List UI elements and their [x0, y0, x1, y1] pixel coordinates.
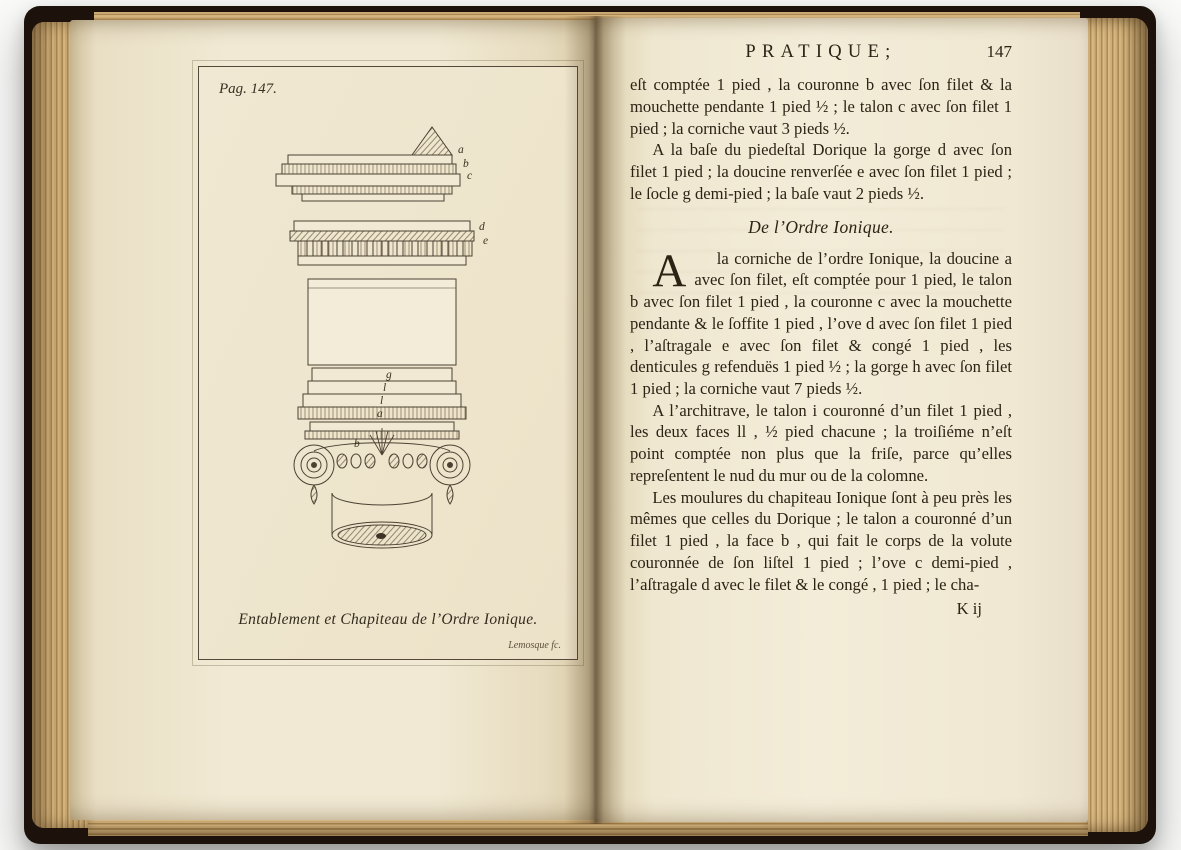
figure-letter: e: [483, 235, 489, 247]
paragraph-architrave: A l’architrave, le talon i couronné d’un filet 1 pied , les deux faces ll , ½ pied chacune ; la troiſiéme n’eſt point comptée non plus que la friſe, parce qu’elles repreſentent le nud du mur ou de la colomne.: [630, 400, 1012, 485]
drop-cap: A: [652, 244, 687, 297]
paragraph-dorique-base: A la baſe du piedeſtal Dorique la gorge d avec ſon filet 1 pied ; la doucine renverſée e avec ſon filet 1 pied ; le ſocle g demi-pied ; la baſe vaut 2 pieds ½.: [630, 140, 1012, 203]
figure-letter: d: [479, 221, 485, 233]
text-column: [630, 40, 1012, 620]
engraving-plate: [198, 66, 578, 660]
running-head: [630, 40, 1012, 64]
section-heading: De l’Ordre Ionique.: [748, 216, 894, 237]
figure-letter: b: [463, 158, 469, 170]
book: [24, 6, 1156, 844]
cornice-top: [276, 127, 460, 201]
figure-letter: l: [383, 382, 387, 394]
page-number: 147: [986, 42, 1013, 61]
paragraph-dorique-corniche: eſt comptée 1 pied , la couronne b avec ſon filet & la mouchette pendante 1 pied ½ ; le talon c avec ſon filet 1 pied ; la corniche vaut 3 pieds ½.: [630, 75, 1012, 138]
right-page: [594, 18, 1088, 822]
engraver-signature: Lemosque fc.: [508, 640, 561, 651]
figure-letter: b: [354, 438, 360, 450]
paragraph-chapiteau: Les moulures du chapiteau Ionique ſont à peu près les mêmes que celles du Dorique ; le talon a couronné d’un filet 1 pied , la face b , qui fait le corps de la volute couronnée de ſon liſtel 1 pied ; l’ove c demi-pied , l’aſtragale d avec le filet & le congé , 1 pied ; le cha-: [630, 487, 1012, 594]
paragraph-text: la corniche de l’ordre Ionique, la doucine a avec ſon filet, eſt comptée pour 1 pied, le talon b avec ſon filet 1 pied , la couronne c avec la mouchette pendante & le ſoffite 1 pied , l’ove d avec ſon filet 1 pied , l’aſtragale e avec ſon filet & congé 1 pied , les denticules g refenduës 1 pied ½ ; la gorge h avec ſon filet 1 pied ; la corniche vaut 7 pieds ½.: [630, 248, 1012, 398]
figure-letter: g: [386, 369, 392, 381]
column-drum: [332, 493, 432, 548]
figure-letter: c: [467, 170, 473, 182]
plate-caption: Entablement et Chapiteau de l’Ordre Ionique.: [238, 611, 538, 628]
ionic-capital: [294, 422, 470, 504]
figure-letter: l: [380, 395, 384, 407]
cornice-dentils: [290, 221, 474, 265]
running-head-title: PRATIQUE;: [745, 42, 897, 62]
left-page: [70, 20, 594, 820]
frieze: [308, 279, 456, 365]
paragraph-ionique-corniche: [630, 244, 1012, 400]
ionic-order-engraving: [218, 109, 558, 569]
plate-page-label: Pag. 147.: [219, 81, 277, 97]
figure-letter: a: [377, 408, 383, 420]
figure-letter: a: [458, 144, 464, 156]
signature-mark: K ij: [956, 599, 982, 619]
